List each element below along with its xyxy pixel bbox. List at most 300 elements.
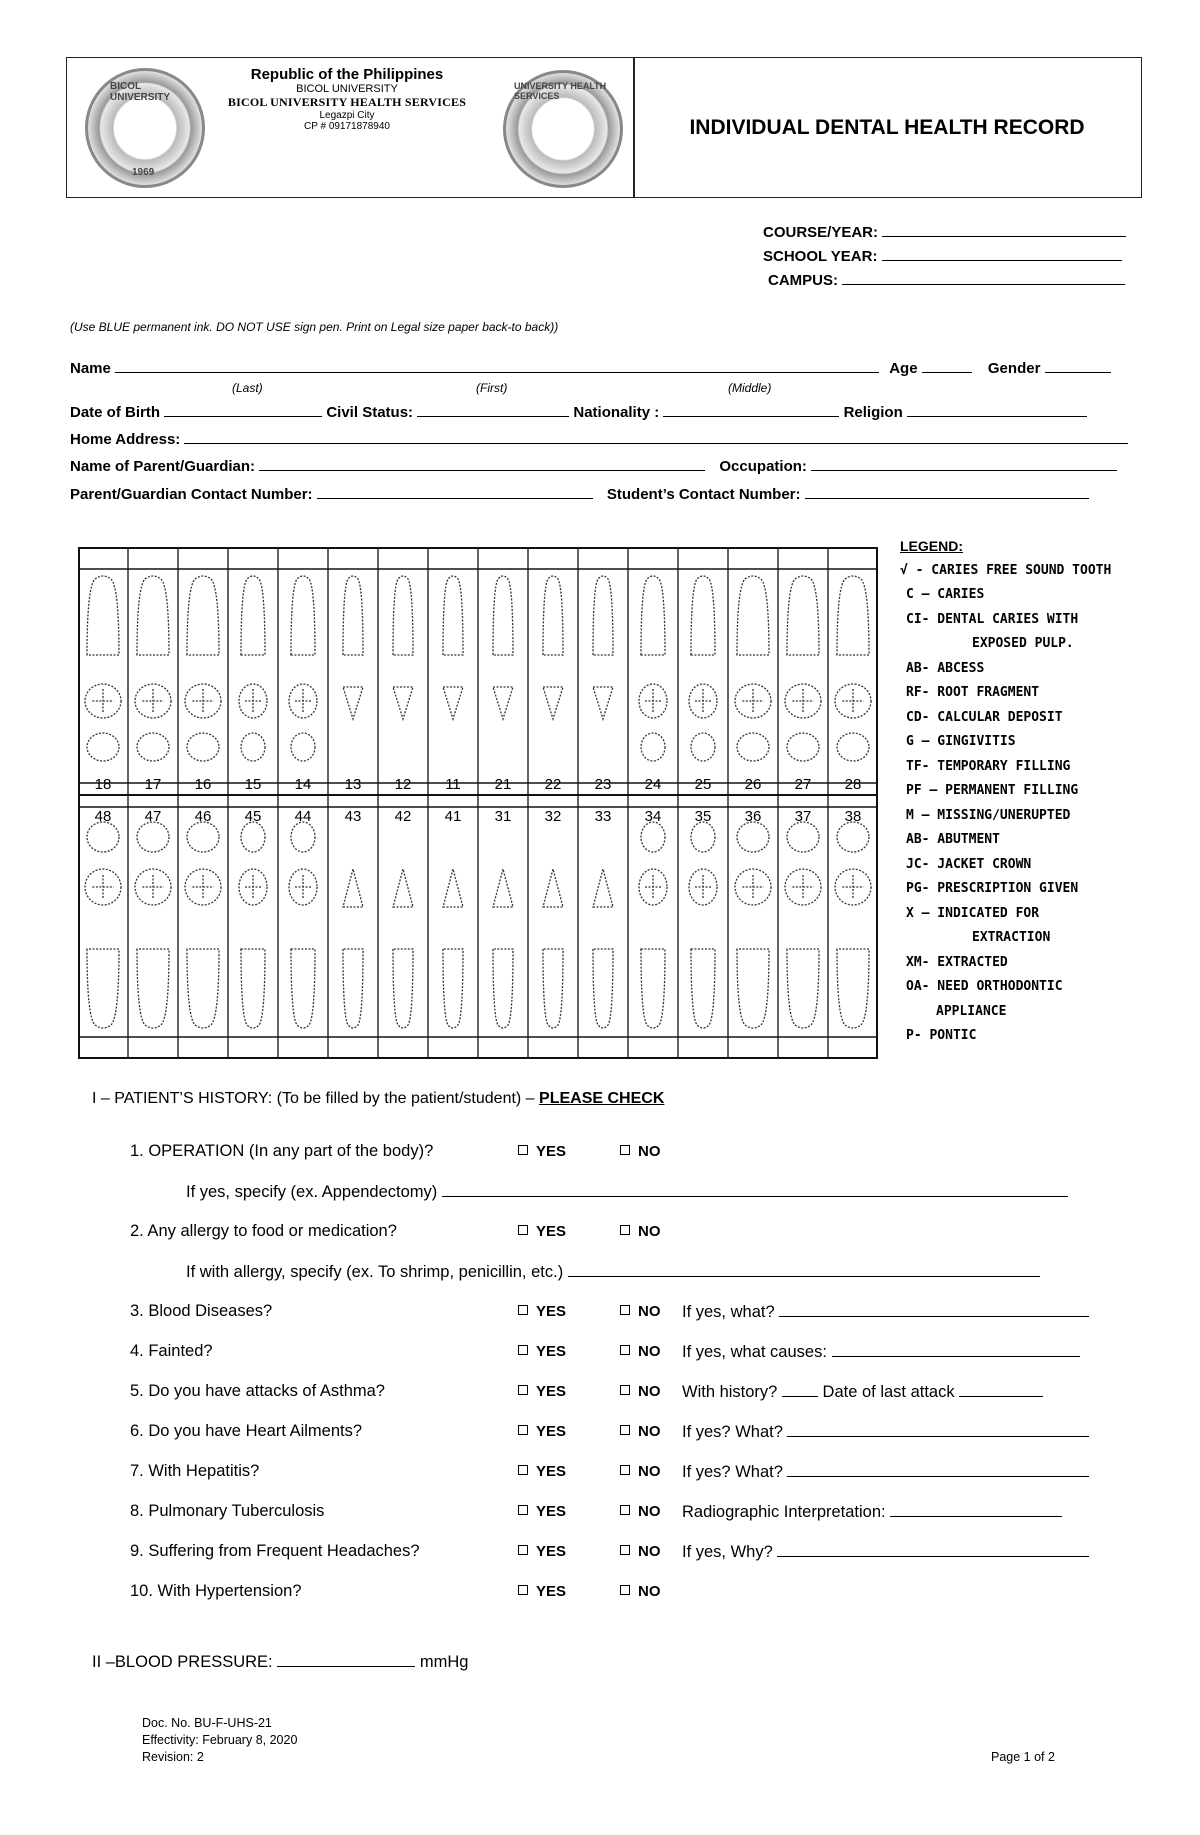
yes-label: YES xyxy=(536,1303,567,1320)
nationality-label: Nationality : xyxy=(573,404,660,421)
lower-tooth-number: 46 xyxy=(194,808,212,825)
lower-tooth-side-view xyxy=(837,949,869,1028)
lower-tooth-number: 32 xyxy=(544,808,562,825)
occupation-label: Occupation: xyxy=(719,458,807,475)
legend-item: M – MISSING/UNERUPTED xyxy=(906,807,1071,823)
q6-text: 6. Do you have Heart Ailments? xyxy=(130,1422,363,1440)
bp-input[interactable] xyxy=(277,1652,415,1667)
checkbox-icon xyxy=(518,1465,528,1475)
upper-tooth-side-view xyxy=(443,576,463,655)
document-title: INDIVIDUAL DENTAL HEALTH RECORD xyxy=(689,115,1085,139)
name-row xyxy=(70,358,1111,377)
gender-input[interactable] xyxy=(1045,358,1111,373)
occupation-input[interactable] xyxy=(811,456,1117,471)
checkbox-icon xyxy=(620,1225,630,1235)
upper-tooth-side-view xyxy=(187,576,219,655)
upper-tooth-number: 24 xyxy=(644,776,662,793)
first-caption: (First) xyxy=(476,381,508,395)
page-number: Page 1 of 2 xyxy=(991,1750,1055,1764)
upper-tooth-fissure xyxy=(142,689,163,713)
course-year-field xyxy=(763,222,1126,241)
lower-tooth-fissure xyxy=(645,875,661,899)
q6-followup xyxy=(682,1422,1089,1442)
q1-sub-label: If yes, specify (ex. Appendectomy) xyxy=(186,1183,438,1201)
checkbox-icon xyxy=(518,1425,528,1435)
legend-item: G – GINGIVITIS xyxy=(906,734,1016,749)
upper-tooth-crown-view xyxy=(641,733,665,761)
legend-item: PF – PERMANENT FILLING xyxy=(906,783,1079,798)
campus-label: CAMPUS: xyxy=(768,272,838,289)
lower-tooth-number: 44 xyxy=(294,808,312,825)
checkbox-icon xyxy=(620,1385,630,1395)
upper-tooth-number: 11 xyxy=(445,776,461,793)
lower-tooth-fissure xyxy=(742,875,763,899)
checkbox-icon xyxy=(620,1145,630,1155)
legend xyxy=(900,534,1190,1049)
upper-tooth-fissure xyxy=(742,689,763,713)
upper-tooth-number: 22 xyxy=(544,776,562,793)
legend-item: PG- PRESCRIPTION GIVEN xyxy=(906,881,1079,896)
lower-tooth-side-view xyxy=(543,949,563,1028)
checkbox-icon xyxy=(620,1465,630,1475)
yes-label: YES xyxy=(536,1223,567,1240)
checkbox-icon xyxy=(620,1585,630,1595)
no-label: NO xyxy=(638,1463,661,1480)
q3-yes[interactable] xyxy=(518,1303,566,1320)
q10-text: 10. With Hypertension? xyxy=(130,1582,302,1600)
q4-yes[interactable] xyxy=(518,1343,566,1360)
yes-label: YES xyxy=(536,1343,567,1360)
q4-text: 4. Fainted? xyxy=(130,1342,213,1360)
lower-tooth-incisal-view xyxy=(493,869,513,907)
q10-yes[interactable] xyxy=(518,1583,566,1600)
lower-tooth-number: 35 xyxy=(694,808,712,825)
lower-tooth-number: 33 xyxy=(594,808,612,825)
republic-line: Republic of the Philippines xyxy=(250,66,444,83)
upper-tooth-number: 23 xyxy=(594,776,612,793)
yes-label: YES xyxy=(536,1503,567,1520)
upper-tooth-fissure xyxy=(842,689,863,713)
bicol-university-seal xyxy=(85,68,205,188)
q5-date-input[interactable] xyxy=(959,1382,1043,1397)
student-contact-input[interactable] xyxy=(805,484,1089,499)
no-label: NO xyxy=(638,1583,661,1600)
upper-tooth-side-view xyxy=(543,576,563,655)
upper-tooth-crown-view xyxy=(691,733,715,761)
q8-followup xyxy=(682,1502,1062,1522)
upper-tooth-crown-view xyxy=(837,733,869,761)
lower-tooth-side-view xyxy=(443,949,463,1028)
lower-tooth-fissure xyxy=(192,875,213,899)
lower-tooth-side-view xyxy=(641,949,665,1028)
phone-line: CP # 09171878940 xyxy=(303,121,390,133)
legend-heading: LEGEND: xyxy=(900,538,963,554)
q4-followup-input[interactable] xyxy=(832,1342,1080,1357)
lower-tooth-side-view xyxy=(737,949,769,1028)
legend-item: JC- JACKET CROWN xyxy=(906,856,1032,872)
no-label: NO xyxy=(638,1343,661,1360)
yes-label: YES xyxy=(536,1423,567,1440)
q10-no[interactable] xyxy=(620,1583,661,1600)
health-services-seal xyxy=(503,70,623,188)
legend-item: EXTRACTION xyxy=(972,930,1051,945)
upper-tooth-side-view xyxy=(641,576,665,655)
age-label: Age xyxy=(889,360,918,377)
upper-tooth-fissure xyxy=(295,689,311,713)
lower-tooth-number: 42 xyxy=(394,808,412,825)
please-check: PLEASE CHECK xyxy=(539,1090,665,1107)
upper-tooth-side-view xyxy=(241,576,265,655)
lower-tooth-side-view xyxy=(393,949,413,1028)
q2-specify xyxy=(186,1262,1040,1282)
upper-tooth-side-view xyxy=(593,576,613,655)
checkbox-icon xyxy=(620,1305,630,1315)
lower-tooth-side-view xyxy=(691,949,715,1028)
q7-text: 7. With Hepatitis? xyxy=(130,1462,260,1480)
checkbox-icon xyxy=(518,1145,528,1155)
q3-no[interactable] xyxy=(620,1303,661,1320)
q2-no[interactable] xyxy=(620,1223,661,1240)
checkbox-icon xyxy=(518,1545,528,1555)
q9-text: 9. Suffering from Frequent Headaches? xyxy=(130,1542,420,1560)
q4-no[interactable] xyxy=(620,1343,661,1360)
upper-tooth-side-view xyxy=(291,576,315,655)
upper-tooth-fissure xyxy=(192,689,213,713)
yes-label: YES xyxy=(536,1383,567,1400)
q5-no[interactable] xyxy=(620,1383,661,1400)
lower-tooth-number: 48 xyxy=(94,808,112,825)
upper-tooth-fissure xyxy=(695,689,711,713)
q8-no[interactable] xyxy=(620,1503,661,1520)
school-year-input[interactable] xyxy=(882,246,1122,261)
q5-yes[interactable] xyxy=(518,1383,566,1400)
q7-followup xyxy=(682,1462,1089,1482)
q8-text: 8. Pulmonary Tuberculosis xyxy=(130,1502,325,1520)
q5-followup xyxy=(682,1382,1043,1402)
lower-tooth-fissure xyxy=(92,875,113,899)
q5-text: 5. Do you have attacks of Asthma? xyxy=(130,1382,385,1400)
nationality-input[interactable] xyxy=(663,402,839,417)
lower-tooth-side-view xyxy=(137,949,169,1028)
upper-tooth-number: 13 xyxy=(344,776,362,793)
upper-tooth-number: 17 xyxy=(144,776,162,793)
yes-label: YES xyxy=(536,1463,567,1480)
yes-label: YES xyxy=(536,1543,567,1560)
upper-tooth-crown-view xyxy=(87,733,119,761)
seal-university-text: BICOL UNIVERSITY xyxy=(110,81,171,103)
lower-tooth-side-view xyxy=(87,949,119,1028)
upper-tooth-crown-view xyxy=(187,733,219,761)
upper-tooth-number: 16 xyxy=(194,776,212,793)
campus-field xyxy=(768,270,1125,289)
q4-followup xyxy=(682,1342,1080,1362)
lower-tooth-crown-view xyxy=(137,822,169,852)
upper-tooth-side-view xyxy=(493,576,513,655)
ink-instruction: (Use BLUE permanent ink. DO NOT USE sign pen. Print on Legal size paper back-to back)) xyxy=(70,320,559,334)
student-contact-label: Student’s Contact Number: xyxy=(606,486,801,503)
no-label: NO xyxy=(638,1303,661,1320)
lower-tooth-number: 41 xyxy=(444,808,462,825)
city-line: Legazpi City xyxy=(319,109,375,121)
lower-tooth-number: 34 xyxy=(644,808,662,825)
yes-label: YES xyxy=(536,1143,567,1160)
lower-tooth-crown-view xyxy=(641,822,665,852)
q9-yes[interactable] xyxy=(518,1543,566,1560)
upper-tooth-incisal-view xyxy=(543,687,563,719)
upper-tooth-incisal-view xyxy=(343,687,363,719)
office-line: BICOL UNIVERSITY HEALTH SERVICES xyxy=(227,94,467,109)
checkbox-icon xyxy=(518,1305,528,1315)
lower-tooth-number: 37 xyxy=(794,808,812,825)
upper-tooth-number: 14 xyxy=(294,776,312,793)
upper-tooth-side-view xyxy=(87,576,119,655)
lower-tooth-incisal-view xyxy=(443,869,463,907)
lower-tooth-crown-view xyxy=(837,822,869,852)
q8-followup-label: Radiographic Interpretation: xyxy=(682,1503,886,1521)
lower-tooth-crown-view xyxy=(187,822,219,852)
address-label: Home Address: xyxy=(70,431,181,448)
q5-history-label: With history? xyxy=(682,1383,778,1401)
lower-tooth-incisal-view xyxy=(343,869,363,907)
contact-row xyxy=(70,484,1089,503)
revision: Revision: 2 xyxy=(142,1750,204,1764)
q1-yes[interactable] xyxy=(518,1143,566,1160)
religion-label: Religion xyxy=(843,404,903,421)
bp-unit: mmHg xyxy=(419,1653,469,1671)
upper-tooth-fissure xyxy=(245,689,261,713)
lower-tooth-crown-view xyxy=(87,822,119,852)
blood-pressure-row xyxy=(92,1652,468,1672)
doc-info xyxy=(142,1715,297,1766)
legend-item: CD- CALCULAR DEPOSIT xyxy=(906,709,1063,725)
lower-tooth-side-view xyxy=(593,949,613,1028)
seal-year-text: 1969 xyxy=(132,167,155,178)
q3-followup-label: If yes, what? xyxy=(682,1303,775,1321)
upper-tooth-number: 26 xyxy=(744,776,762,793)
seal-health-text: UNIVERSITY HEALTH SERVICES xyxy=(514,81,607,101)
legend-item: AB- ABUTMENT xyxy=(906,832,1000,847)
lower-tooth-side-view xyxy=(187,949,219,1028)
upper-tooth-side-view xyxy=(343,576,363,655)
checkbox-icon xyxy=(620,1345,630,1355)
upper-tooth-number: 12 xyxy=(394,776,412,793)
q9-followup xyxy=(682,1542,1089,1562)
upper-tooth-crown-view xyxy=(291,733,315,761)
upper-tooth-incisal-view xyxy=(593,687,613,719)
q7-followup-input[interactable] xyxy=(787,1462,1089,1477)
dental-chart-grid xyxy=(78,547,878,1059)
guardian-row xyxy=(70,456,1117,475)
guardian-contact-input[interactable] xyxy=(317,484,593,499)
q3-followup-input[interactable] xyxy=(779,1302,1089,1317)
gender-label: Gender xyxy=(987,360,1041,377)
q1-specify xyxy=(186,1182,1068,1202)
q2-sub-label: If with allergy, specify (ex. To shrimp, penicillin, etc.) xyxy=(186,1263,564,1281)
civil-status-label: Civil Status: xyxy=(326,404,414,421)
school-year-field xyxy=(763,246,1122,265)
upper-tooth-side-view xyxy=(787,576,819,655)
bp-label: II –BLOOD PRESSURE: xyxy=(92,1653,273,1671)
q9-followup-label: If yes, Why? xyxy=(682,1543,773,1561)
upper-tooth-side-view xyxy=(691,576,715,655)
address-row xyxy=(70,429,1128,448)
q2-specify-input[interactable] xyxy=(568,1262,1040,1277)
checkbox-icon xyxy=(518,1385,528,1395)
lower-tooth-side-view xyxy=(291,949,315,1028)
checkbox-icon xyxy=(518,1225,528,1235)
q6-followup-input[interactable] xyxy=(787,1422,1089,1437)
legend-item: EXPOSED PULP. xyxy=(972,636,1074,651)
upper-tooth-crown-view xyxy=(137,733,169,761)
lower-tooth-number: 43 xyxy=(344,808,362,825)
history-heading: I – PATIENT’S HISTORY: (To be filled by the patient/student) – xyxy=(92,1090,535,1107)
lower-tooth-number: 36 xyxy=(744,808,762,825)
history-title xyxy=(92,1090,664,1108)
lower-tooth-number: 38 xyxy=(844,808,862,825)
course-year-input[interactable] xyxy=(882,222,1126,237)
lower-tooth-number: 47 xyxy=(144,808,162,825)
lower-tooth-number: 45 xyxy=(244,808,262,825)
upper-tooth-incisal-view xyxy=(493,687,513,719)
guardian-label: Name of Parent/Guardian: xyxy=(70,458,256,475)
upper-tooth-side-view xyxy=(393,576,413,655)
name-label: Name xyxy=(70,360,111,377)
legend-item: √ - CARIES FREE SOUND TOOTH xyxy=(900,562,1112,578)
course-year-label: COURSE/YEAR: xyxy=(763,224,879,241)
q6-yes[interactable] xyxy=(518,1423,566,1440)
lower-tooth-incisal-view xyxy=(543,869,563,907)
lower-tooth-fissure xyxy=(695,875,711,899)
legend-item: P- PONTIC xyxy=(906,1028,977,1043)
q7-no[interactable] xyxy=(620,1463,661,1480)
lower-tooth-number: 31 xyxy=(494,808,512,825)
no-label: NO xyxy=(638,1423,661,1440)
lower-tooth-side-view xyxy=(493,949,513,1028)
upper-tooth-crown-view xyxy=(241,733,265,761)
checkbox-icon xyxy=(620,1425,630,1435)
q8-followup-input[interactable] xyxy=(890,1502,1062,1517)
dental-chart xyxy=(78,547,878,1059)
upper-tooth-number: 18 xyxy=(94,776,112,793)
upper-tooth-fissure xyxy=(92,689,113,713)
q2-text: 2. Any allergy to food or medication? xyxy=(130,1222,397,1240)
no-label: NO xyxy=(638,1143,661,1160)
checkbox-icon xyxy=(518,1345,528,1355)
campus-input[interactable] xyxy=(842,270,1125,285)
upper-tooth-crown-view xyxy=(787,733,819,761)
lower-tooth-incisal-view xyxy=(593,869,613,907)
yes-label: YES xyxy=(536,1583,567,1600)
legend-item: X – INDICATED FOR xyxy=(906,905,1040,921)
lower-tooth-crown-view xyxy=(691,822,715,852)
lower-tooth-crown-view xyxy=(787,822,819,852)
guardian-input[interactable] xyxy=(259,456,705,471)
lower-tooth-side-view xyxy=(241,949,265,1028)
upper-tooth-number: 25 xyxy=(694,776,712,793)
civil-status-input[interactable] xyxy=(417,402,569,417)
lower-tooth-fissure xyxy=(245,875,261,899)
q7-followup-label: If yes? What? xyxy=(682,1463,783,1481)
upper-tooth-number: 27 xyxy=(794,776,812,793)
effectivity-date: Effectivity: February 8, 2020 xyxy=(142,1733,298,1747)
q9-no[interactable] xyxy=(620,1543,661,1560)
dob-label: Date of Birth xyxy=(70,404,160,421)
q2-yes[interactable] xyxy=(518,1223,566,1240)
dob-input[interactable] xyxy=(164,402,322,417)
upper-tooth-side-view xyxy=(837,576,869,655)
checkbox-icon xyxy=(620,1505,630,1515)
header-box xyxy=(66,57,1142,198)
no-label: NO xyxy=(638,1223,661,1240)
lower-tooth-crown-view xyxy=(737,822,769,852)
lower-tooth-side-view xyxy=(787,949,819,1028)
q5-history-input[interactable] xyxy=(782,1382,818,1397)
lower-tooth-crown-view xyxy=(291,822,315,852)
lower-tooth-incisal-view xyxy=(393,869,413,907)
upper-tooth-crown-view xyxy=(737,733,769,761)
q7-yes[interactable] xyxy=(518,1463,566,1480)
upper-tooth-number: 28 xyxy=(844,776,862,793)
q8-yes[interactable] xyxy=(518,1503,566,1520)
q3-followup xyxy=(682,1302,1089,1322)
q1-no[interactable] xyxy=(620,1143,661,1160)
institution-block xyxy=(217,58,477,133)
school-year-label: SCHOOL YEAR: xyxy=(763,248,878,265)
checkbox-icon xyxy=(518,1585,528,1595)
lower-tooth-crown-view xyxy=(241,822,265,852)
lower-tooth-fissure xyxy=(842,875,863,899)
q6-followup-label: If yes? What? xyxy=(682,1423,783,1441)
q6-no[interactable] xyxy=(620,1423,661,1440)
upper-tooth-number: 15 xyxy=(244,776,262,793)
upper-tooth-side-view xyxy=(137,576,169,655)
no-label: NO xyxy=(638,1543,661,1560)
q5-date-label: Date of last attack xyxy=(822,1383,955,1401)
q1-text: 1. OPERATION (In any part of the body)? xyxy=(130,1142,434,1160)
university-line: BICOL UNIVERSITY xyxy=(296,83,398,96)
upper-tooth-number: 21 xyxy=(494,776,512,793)
lower-tooth-fissure xyxy=(295,875,311,899)
no-label: NO xyxy=(638,1503,661,1520)
legend-item: CI- DENTAL CARIES WITH xyxy=(906,611,1079,627)
no-label: NO xyxy=(638,1383,661,1400)
middle-caption: (Middle) xyxy=(728,381,772,395)
doc-number: Doc. No. BU-F-UHS-21 xyxy=(142,1716,272,1730)
lower-tooth-side-view xyxy=(343,949,363,1028)
guardian-contact-label: Parent/Guardian Contact Number: xyxy=(70,486,313,503)
upper-tooth-side-view xyxy=(737,576,769,655)
q3-text: 3. Blood Diseases? xyxy=(130,1302,273,1320)
legend-item: RF- ROOT FRAGMENT xyxy=(906,685,1040,700)
checkbox-icon xyxy=(620,1545,630,1555)
legend-item: TF- TEMPORARY FILLING xyxy=(906,758,1071,774)
religion-input[interactable] xyxy=(907,402,1087,417)
legend-item: AB- ABCESS xyxy=(906,660,985,676)
q1-specify-input[interactable] xyxy=(442,1182,1068,1197)
legend-item: XM- EXTRACTED xyxy=(906,954,1008,970)
dob-row xyxy=(70,402,1087,421)
legend-item: APPLIANCE xyxy=(936,1003,1007,1019)
checkbox-icon xyxy=(518,1505,528,1515)
address-input[interactable] xyxy=(184,429,1128,444)
name-input[interactable] xyxy=(115,358,879,373)
q4-followup-label: If yes, what causes: xyxy=(682,1343,827,1361)
upper-tooth-incisal-view xyxy=(443,687,463,719)
upper-tooth-fissure xyxy=(645,689,661,713)
legend-item: C – CARIES xyxy=(906,587,985,602)
age-input[interactable] xyxy=(922,358,972,373)
q9-followup-input[interactable] xyxy=(777,1542,1089,1557)
